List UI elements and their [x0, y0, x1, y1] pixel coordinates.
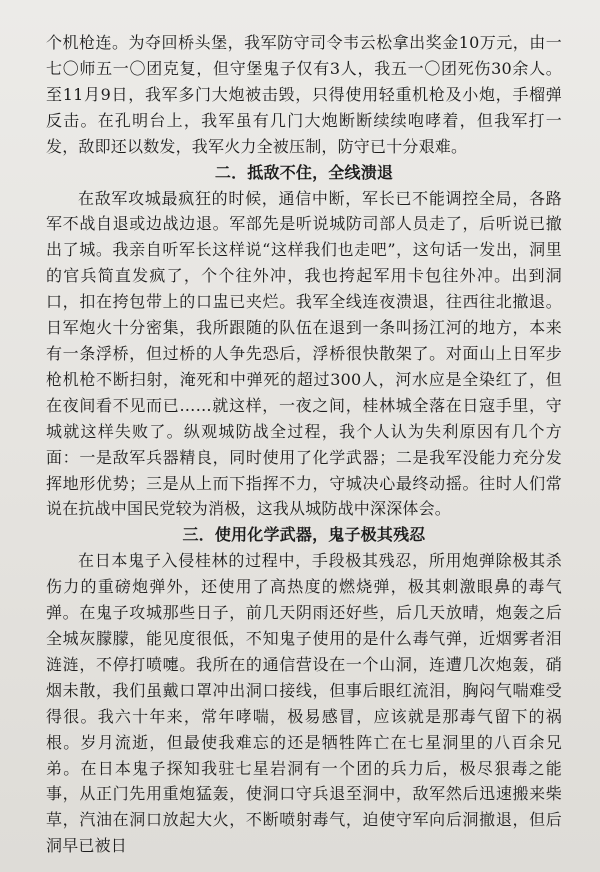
section-heading-2: 二．抵敌不住，全线溃退: [214, 162, 394, 182]
paragraph-1: 个机枪连。为夺回桥头堡，我军防守司令韦云松拿出奖金10万元，由一七〇师五一〇团克复，但守堡鬼子仅有3人，我五一〇团死伤30余人。至11月9日，我军多门大炮被击毁，只得使用轻重机枪及小炮，手榴弹反击。在孔明台上，我军虽有几门大炮断断续续咆哮着，但我军打一发，敌即还以数发，我军火力全被压制，防守已十分艰难。: [46, 33, 562, 156]
document-body: [46, 30, 562, 859]
section-heading-3: 三．使用化学武器，鬼子极其残忍: [182, 525, 426, 545]
paragraph-2: 在敌军攻城最疯狂的时候，通信中断，军长已不能调控全局，各路军不战自退或边战边退。军部先是听说城防司部人员走了，后听说已撤出了城。我亲自听军长这样说“这样我们也走吧”，这句话一发出，洞里的官兵简直发疯了，个个往外冲，我也挎起军用卡包往外冲。出到洞口，扣在挎包带上的口盅已夹烂。我军全线连夜溃退，往西往北撤退。日军炮火十分密集，我所跟随的队伍在退到一条叫扬江河的地方，本来有一条浮桥，但过桥的人争先恐后，浮桥很快散架了。对面山上日军步枪机枪不断扫射，淹死和中弹死的超过300人，河水应是全染红了，但在夜间看不见而已……就这样，一夜之间，桂林城全落在日寇手里，守城就这样失败了。纵观城防战全过程，我个人认为失利原因有几个方面：一是敌军兵器精良，同时使用了化学武器；二是我军没能力充分发挥地形优势；三是从上而下指挥不力，守城决心最终动摇。往时人们常说在抗战中国民党较为消极，这我从城防战中深深体会。: [46, 188, 562, 519]
paragraph-3: 在日本鬼子入侵桂林的过程中，手段极其残忍，所用炮弹除极其杀伤力的重磅炮弹外，还使用了高热度的燃烧弹，极其刺激眼鼻的毒气弹。在鬼子攻城那些日子，前几天阴雨还好些，后几天放晴，炮轰之后全城灰朦朦，能见度很低，不知鬼子使用的是什么毒气弹，近烟雾者泪涟涟，不停打喷嚏。我所在的通信营设在一个山洞，连遭几次炮轰，硝烟未散，我们虽戴口罩冲出洞口接线，但事后眼红流泪，胸闷气喘难受得很。我六十年来，常年哮喘，极易感冒，应该就是那毒气留下的祸根。岁月流逝，但最使我难忘的还是牺牲阵亡在七星洞里的八百余兄弟。在日本鬼子探知我驻七星岩洞有一个团的兵力后，极尽狠毒之能事，从正门先用重炮猛轰，使洞口守兵退至洞中，敌军然后迅速搬来柴草，汽油在洞口放起大火，不断喷射毒气，迫使守军向后洞撤退，但后洞早已被日: [46, 551, 562, 856]
